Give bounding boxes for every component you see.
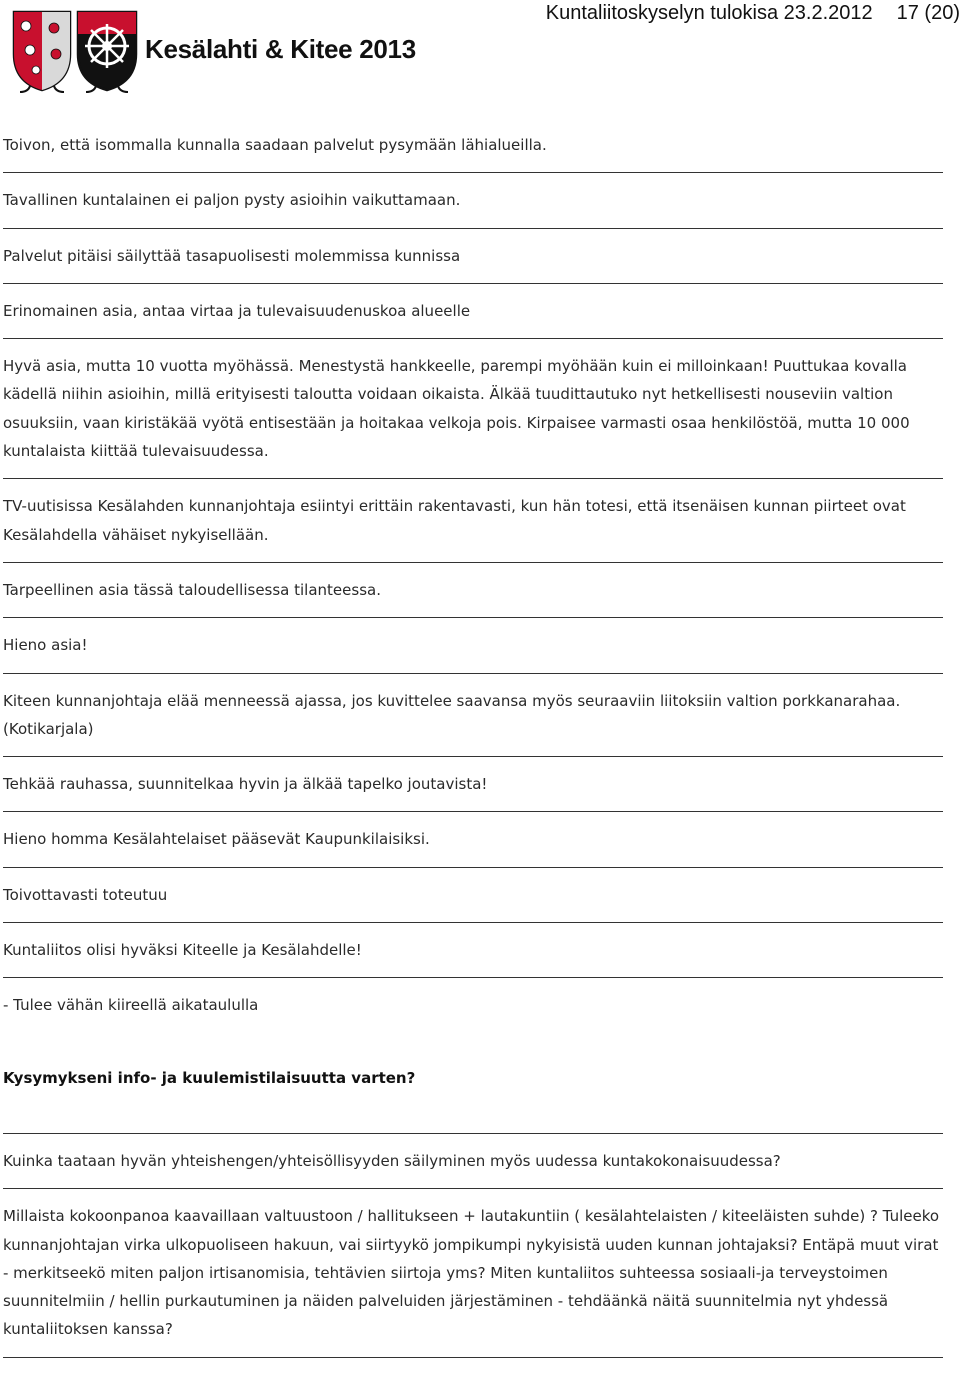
- divider: [3, 617, 943, 618]
- response-text: Toivon, että isommalla kunnalla saadaan palvelut pysymään lähialueilla.: [3, 136, 547, 154]
- divider: [3, 172, 943, 173]
- response-text: Palvelut pitäisi säilyttää tasapuolisesti molemmissa kunnissa: [3, 246, 461, 265]
- divider: [3, 562, 943, 563]
- response-text: Hieno asia!: [3, 636, 88, 655]
- divider: [3, 756, 943, 757]
- document-title: [546, 2, 960, 25]
- response-text: Tavallinen kuntalainen ei paljon pysty asioihin vaikuttamaan.: [3, 191, 461, 210]
- spacer: [3, 1020, 943, 1064]
- response-text: Hieno homma Kesälahtelaiset pääsevät Kaupunkilaisiksi.: [3, 830, 430, 849]
- municipal-crests-logo: [8, 4, 150, 94]
- divider: [3, 673, 943, 674]
- divider: [3, 478, 943, 479]
- response-text: Kiteen kunnanjohtaja elää menneessä ajassa, jos kuvittelee saavansa myös seuraaviin liitoksiin valtion porkkanarahaa. (Kotikarjala): [3, 691, 901, 738]
- question-text: Millaista kokoonpanoa kaavaillaan valtuustoon / hallitukseen + lautakuntiin ( kesälahtelaisten / kiteeläisten suhde) ? Tuleeko kunnanjohtajan virka ulkopuoliseen hakuun, vai siirtyykö jompikumpi nykyisistä uuden kunnan johtajaksi? Entäpä muut virat - merkitseekö miten paljon irtisanomisia, tehtävien siirtoja yms? Miten kuntaliitos suhteessa sosiaali-ja terveystoimen suunnitelmiin / hellin purkautuminen ja näiden palveluiden järjestäminen - tehdäänkä näitä suunnitelmia nyt yhdessä kuntaliitoksen kanssa?: [3, 1207, 940, 1339]
- response-text: Tehkää rauhassa, suunnitelkaa hyvin ja älkää tapelko joutavista!: [3, 775, 488, 794]
- response-text: TV-uutisissa Kesälahden kunnanjohtaja esiintyi erittäin rakentavasti, kun hän totesi, että itsenäisen kunnan piirteet ovat Kesälahdella vähäiset nykyisellään.: [3, 497, 906, 544]
- response-text: Kuntaliitos olisi hyväksi Kiteelle ja Kesälahdelle!: [3, 941, 362, 960]
- divider: [3, 1188, 943, 1189]
- page-number: 17 (20): [896, 2, 960, 24]
- question-text: Kuinka taataan hyvän yhteishengen/yhteisöllisyyden säilyminen myös uudessa kuntakokonaisuudessa?: [3, 1151, 781, 1170]
- divider: [3, 811, 943, 812]
- report-title: Kuntaliitoskyselyn tulokisa 23.2.2012: [545, 2, 873, 24]
- responses-list: [3, 131, 943, 1371]
- divider: [3, 977, 943, 978]
- divider: [3, 338, 943, 339]
- spacer: [3, 1092, 943, 1120]
- response-text: Erinomainen asia, antaa virtaa ja tulevaisuudenuskoa alueelle: [3, 301, 471, 320]
- divider: [3, 1357, 943, 1358]
- section-heading: Kysymykseni info- ja kuulemistilaisuutta varten?: [3, 1068, 416, 1087]
- divider: [3, 283, 943, 284]
- divider: [3, 1133, 943, 1134]
- response-text: Tarpeellinen asia tässä taloudellisessa tilanteessa.: [3, 580, 381, 599]
- brand-name: Kesälahti & Kitee 2013: [145, 34, 416, 64]
- divider: [3, 922, 943, 923]
- response-text: Hyvä asia, mutta 10 vuotta myöhässä. Menestystä hankkeelle, parempi myöhään kuin ei milloinkaan! Puuttukaa kovalla kädellä niihin asioihin, millä erityisesti taloutta voidaan oikaista. Älkää tuudittautuko nyt hetkellisesti nouseviin valtion osuuksiin, vaan kiristäkää vyötä entisestään ja hoitakaa velkoja pois. Kirpaisee varmasti osaa henkilöstöä, mutta 10 000 kuntalaista kiittää tulevaisuudessa.: [3, 357, 910, 461]
- divider: [3, 867, 943, 868]
- page-header: [0, 0, 960, 100]
- divider: [3, 228, 943, 229]
- response-text: Toivottavasti toteutuu: [3, 885, 168, 904]
- response-text: - Tulee vähän kiireellä aikataululla: [3, 996, 259, 1015]
